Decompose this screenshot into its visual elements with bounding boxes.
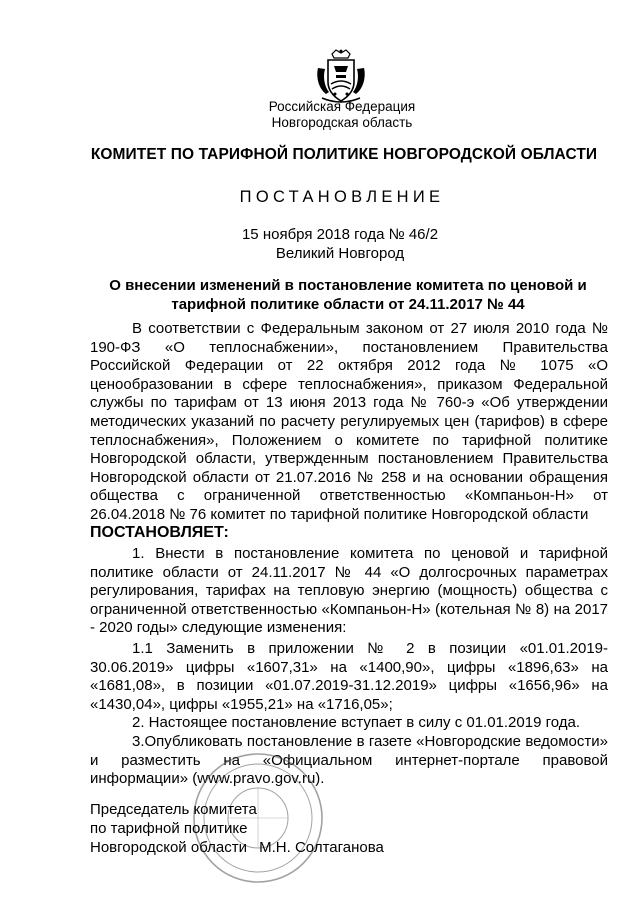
signatory-region: Новгородской области: [90, 839, 247, 856]
committee-title: КОМИТЕТ ПО ТАРИФНОЙ ПОЛИТИКЕ НОВГОРОДСКОЙ ОБЛАСТИ: [90, 146, 598, 163]
item-1-paragraph: 1. Внести в постановление комитета по ценовой и тарифной политике области от 24.11.2017 № 44 «О долгосрочных параметрах регулирования, тарифах на тепловую энергию (мощность) общества с ограниченной ответственностью «Компаньон-Н» (котельная № 8) на 2017 - 2020 годы» следующие изменения:: [90, 545, 608, 637]
signatory-title-line-2: по тарифной политике: [90, 820, 248, 837]
item-3-paragraph: 3.Опубликовать постановление в газете «Новгородские ведомости» и разместить на «Официальном интернет-портале правовой информации» (www.pravo.gov.ru).: [90, 733, 608, 788]
document-date-number: 15 ноября 2018 года № 46/2: [241, 226, 439, 243]
signatory-title-line-3: [90, 838, 384, 857]
signatory-name: М.Н. Солтаганова: [259, 839, 384, 856]
document-subject: О внесении изменений в постановление комитета по ценовой и тарифной политике области от 24.11.2017 № 44: [109, 277, 587, 313]
resolves-heading: ПОСТАНОВЛЯЕТ:: [90, 524, 229, 541]
preamble-paragraph: В соответствии с Федеральным законом от 27 июля 2010 года № 190-ФЗ «О теплоснабжении», постановлением Правительства Российской Федерации от 22 октября 2012 года № 1075 «О ценообразовании в сфере теплоснабжения», приказом Федеральной службы по тарифам от 13 июня 2013 года № 760-э «Об утверждении методических указаний по расчету регулируемых цен (тарифов) в сфере теплоснабжения», Положением о комитете по тарифной политике Новгородской области, утвержденным постановлением Правительства Новгородской области от 21.07.2016 № 258 и на основании обращения общества с ограниченной ответственностью «Компаньон-Н» от 26.04.2018 № 76 комитет по тарифной политике Новгородской области: [90, 320, 608, 523]
document-city: Великий Новгород: [275, 245, 405, 262]
item-1-1-paragraph: 1.1 Заменить в приложении № 2 в позиции «01.01.2019-30.06.2019» цифры «1607,31» на «1400,90», цифры «1896,63» на «1681,08», в позиции «01.07.2019-31.12.2019» цифры «1656,96» на «1430,04», цифры «1955,21» на «1716,05»;: [90, 640, 608, 713]
item-2-paragraph: 2. Настоящее постановление вступает в силу с 01.01.2019 года.: [132, 714, 581, 731]
region-name: Новгородская область: [271, 115, 413, 130]
signatory-title-line-1: Председатель комитета: [90, 801, 257, 818]
country-name: Российская Федерация: [268, 99, 416, 114]
document-type: ПОСТАНОВЛЕНИЕ: [239, 188, 445, 206]
coat-of-arms-icon: [312, 48, 370, 106]
